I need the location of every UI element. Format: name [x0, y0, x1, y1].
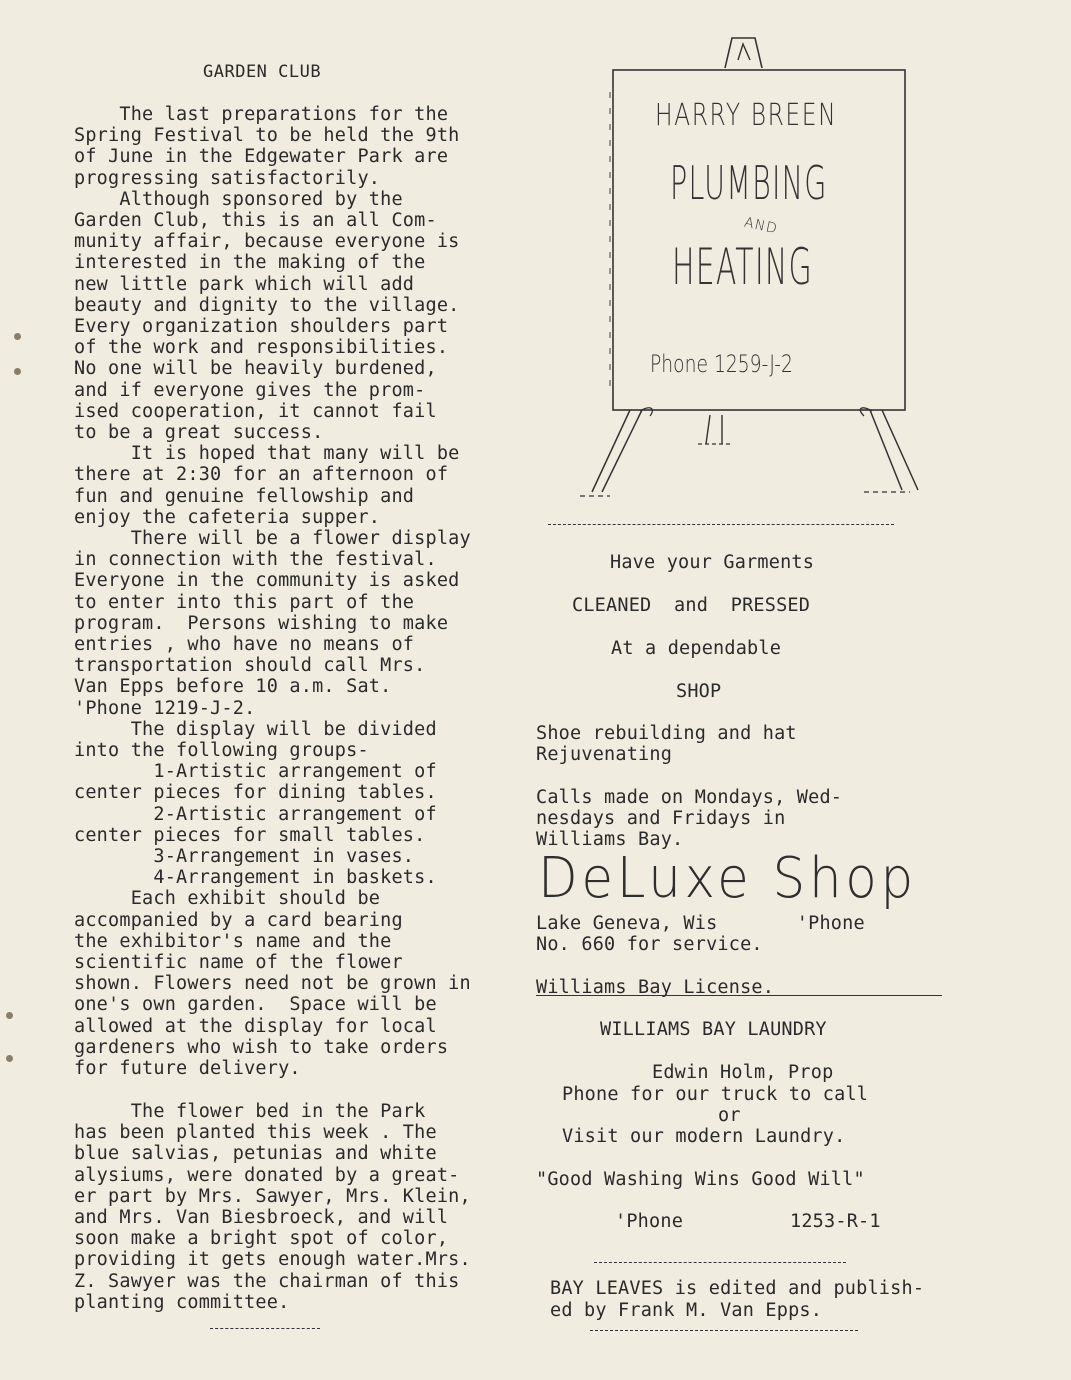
laundry-phone-number: 1253-R-1: [790, 1211, 881, 1232]
text-line: allowed at the display for local: [74, 1015, 437, 1037]
text-line: planting committee.: [74, 1291, 290, 1313]
garden-club-heading: GARDEN CLUB: [203, 62, 322, 82]
text-line: 2-Artistic arrangement of: [74, 803, 437, 825]
text-line: accompanied by a card bearing: [74, 909, 403, 931]
cleaning-line-4: SHOP: [676, 681, 722, 702]
text-line: ised cooperation, it cannot fail: [74, 400, 437, 422]
text-line: scientific name of the flower: [74, 952, 403, 973]
and-word: AND: [742, 214, 780, 238]
license-underline: [536, 995, 942, 996]
text-line: Van Epps before 10 a.m. Sat.: [74, 676, 392, 698]
plumbing-ad-rule: [548, 524, 894, 525]
text-line: enjoy the cafeteria supper.: [74, 506, 381, 528]
left-column-end-rule: [210, 1328, 320, 1329]
text-line: to enter into this part of the: [74, 591, 415, 613]
cleaning-line-3: At a dependable: [611, 638, 782, 659]
punch-hole-lower: [6, 1012, 13, 1019]
text-line: blue salvias, petunias and white: [74, 1143, 437, 1165]
text-line: The last preparations for the: [74, 104, 449, 125]
text-line: Williams Bay.: [536, 829, 684, 851]
text-line: There will be a flower display: [74, 528, 471, 549]
cleaning-line-1: Have your Garments: [610, 552, 815, 573]
text-line: the exhibitor's name and the: [74, 930, 392, 952]
text-line: The display will be divided: [74, 718, 437, 740]
text-line: to be a great success.: [74, 422, 324, 443]
text-line: providing it gets enough water.Mrs.: [74, 1249, 471, 1271]
footer-line-1: BAY LEAVES is edited and publish-: [550, 1278, 925, 1299]
text-line: Everyone in the community is asked: [74, 570, 460, 592]
text-line: fun and genuine fellowship and: [74, 485, 415, 507]
plumbing-ad: [580, 30, 940, 500]
laundry-title: WILLIAMS BAY LAUNDRY: [600, 1019, 827, 1040]
text-line: in connection with the festival.: [74, 549, 437, 571]
punch-hole-bottom: [6, 1055, 13, 1062]
punch-hole-mid: [14, 368, 21, 375]
text-line: one's own garden. Space will be: [74, 994, 437, 1016]
punch-hole-top: [14, 333, 21, 340]
text-line: 1-Artistic arrangement of: [74, 761, 437, 783]
text-line: Shoe rebuilding and hat: [536, 723, 797, 744]
text-line: Each exhibit should be: [74, 888, 381, 910]
text-line: of the work and responsibilities.: [74, 337, 449, 359]
text-line: for future delivery.: [74, 1058, 301, 1079]
text-line: It is hoped that many will be: [74, 443, 460, 465]
laundry-ad-rule: [594, 1262, 846, 1263]
heating-word: HEATING: [672, 238, 813, 296]
williams-bay-license: Williams Bay License.: [536, 977, 775, 998]
text-line: Every organization shoulders part: [74, 316, 449, 337]
text-line: and Mrs. Van Biesbroeck, and will: [74, 1207, 449, 1228]
plumber-name: HARRY BREEN: [655, 98, 838, 133]
text-line: Calls made on Mondays, Wed-: [536, 787, 843, 808]
plumbing-word: PLUMBING: [670, 156, 828, 210]
footer-line-2: ed by Frank M. Van Epps.: [550, 1300, 823, 1321]
text-line: gardeners who wish to take orders: [74, 1036, 449, 1058]
laundry-phone-label: 'Phone: [615, 1211, 684, 1232]
text-line: The flower bed in the Park: [74, 1101, 426, 1122]
text-line: there at 2:30 for an afternoon of: [74, 464, 449, 486]
laundry-line-2: or: [718, 1105, 741, 1126]
text-line: Spring Festival to be held the 9th: [74, 125, 460, 147]
text-line: interested in the making of the: [74, 252, 426, 274]
text-line: center pieces for dining tables.: [74, 782, 437, 804]
text-line: Garden Club, this is an all Com-: [74, 210, 437, 231]
text-line: new little park which will add: [74, 273, 415, 295]
laundry-line-1: Phone for our truck to call: [562, 1084, 869, 1105]
text-line: 4-Arrangement in baskets.: [74, 867, 437, 889]
laundry-slogan: "Good Washing Wins Good Will": [536, 1169, 865, 1190]
laundry-line-3: Visit our modern Laundry.: [562, 1126, 846, 1147]
text-line: munity affair, because everyone is: [74, 231, 460, 253]
text-line: 'Phone 1219-J-2.: [74, 697, 256, 719]
text-line: soon make a bright spot of color,: [74, 1228, 449, 1250]
text-line: into the following groups-: [74, 740, 369, 761]
text-line: Rejuvenating: [536, 744, 673, 766]
text-line: Z. Sawyer was the chairman of this: [74, 1270, 460, 1292]
text-line: Lake Geneva, Wis 'Phone: [536, 913, 865, 934]
text-line: entries , who have no means of: [74, 634, 415, 655]
text-line: program. Persons wishing to make: [74, 612, 449, 634]
footer-rule: [590, 1330, 858, 1331]
deluxe-shop-logo: DeLuxe Shop: [538, 846, 917, 911]
text-line: er part by Mrs. Sawyer, Mrs. Klein,: [74, 1185, 471, 1207]
laundry-prop: Edwin Holm, Prop: [652, 1062, 834, 1083]
text-line: transportation should call Mrs.: [74, 655, 426, 677]
text-line: Although sponsored by the: [74, 188, 403, 210]
text-line: No one will be heavily burdened,: [74, 358, 437, 380]
text-line: and if everyone gives the prom-: [74, 379, 426, 401]
cleaning-line-2: CLEANED and PRESSED: [572, 595, 811, 616]
text-line: shown. Flowers need not be grown in: [74, 973, 471, 995]
plumber-phone: Phone 1259-J-2: [650, 350, 793, 378]
text-line: No. 660 for service.: [536, 934, 763, 956]
text-line: of June in the Edgewater Park are: [74, 146, 449, 168]
text-line: center pieces for small tables.: [74, 824, 426, 846]
text-line: alysiums, were donated by a great-: [74, 1164, 460, 1186]
text-line: 3-Arrangement in vases.: [74, 846, 415, 867]
text-line: beauty and dignity to the village.: [74, 294, 460, 316]
text-line: nesdays and Fridays in: [536, 808, 786, 830]
text-line: has been planted this week . The: [74, 1122, 437, 1144]
text-line: progressing satisfactorily.: [74, 167, 381, 189]
